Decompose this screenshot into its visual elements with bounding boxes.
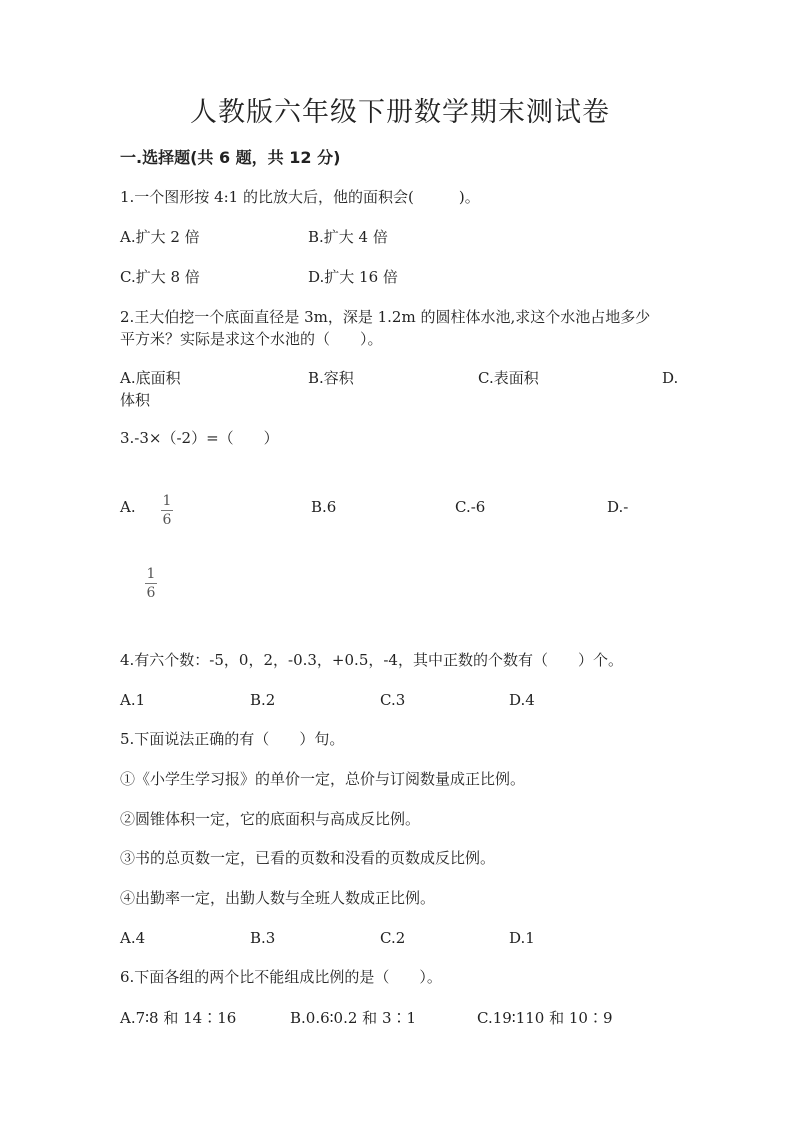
- question-5-option-d: D.1: [509, 929, 535, 947]
- question-1-option-b: B.扩大 4 倍: [308, 228, 388, 246]
- question-5-option-b: B.3: [250, 929, 276, 947]
- question-2-option-d-text: 体积: [120, 391, 151, 409]
- fraction-denominator: 6: [162, 512, 172, 528]
- question-5-statement-2: ②圆锥体积一定，它的底面积与高成反比例。: [120, 810, 421, 828]
- question-2-option-b: B.容积: [308, 369, 354, 387]
- question-4-option-a: A.1: [120, 691, 146, 709]
- question-6-option-b: B.0.6∶0.2 和 3∶1: [290, 1009, 417, 1027]
- question-4-option-d: D.4: [509, 691, 535, 709]
- question-4-option-c: C.3: [380, 691, 406, 709]
- question-3-stem: 3.-3×（-2）=（ ）: [120, 429, 279, 447]
- question-6-stem: 6.下面各组的两个比不能组成比例的是（ ）。: [120, 968, 442, 986]
- question-5-option-c: C.2: [380, 929, 406, 947]
- question-2-stem-line-2: 平方米？实际是求这个水池的（ ）。: [120, 330, 383, 348]
- section-heading: 一.选择题(共 6 题，共 12 分): [120, 148, 341, 167]
- question-1-option-c: C.扩大 8 倍: [120, 268, 200, 286]
- question-2-option-d: D.: [662, 369, 679, 387]
- question-4-option-b: B.2: [250, 691, 276, 709]
- question-3-option-d-label: D.-: [607, 498, 629, 516]
- question-3-option-c: C.-6: [455, 498, 486, 516]
- fraction-bar: [161, 510, 173, 511]
- question-3-option-d-fraction: [143, 567, 159, 600]
- fraction-numerator: 1: [146, 566, 156, 582]
- question-6-option-a: A.7∶8 和 14∶16: [120, 1009, 237, 1027]
- question-2-option-c: C.表面积: [478, 369, 539, 387]
- question-1-option-d: D.扩大 16 倍: [308, 268, 398, 286]
- question-3-option-a-fraction: [159, 494, 175, 527]
- question-6-option-c: C.19∶110 和 10∶9: [477, 1009, 613, 1027]
- question-5-statement-4: ④出勤率一定，出勤人数与全班人数成正比例。: [120, 889, 436, 907]
- question-3-option-a-label: A.: [120, 498, 136, 516]
- question-1-stem: 1.一个图形按 4:1 的比放大后，他的面积会( )。: [120, 188, 480, 206]
- question-1-option-a: A.扩大 2 倍: [120, 228, 200, 246]
- page-title: 人教版六年级下册数学期末测试卷: [190, 97, 610, 128]
- question-5-option-a: A.4: [120, 929, 146, 947]
- question-3-option-b: B.6: [311, 498, 337, 516]
- question-5-statement-1: ①《小学生学习报》的单价一定，总价与订阅数量成正比例。: [120, 770, 526, 788]
- question-4-stem: 4.有六个数：-5，0，2，-0.3，+0.5，-4，其中正数的个数有（ ）个。: [120, 651, 623, 669]
- question-5-stem: 5.下面说法正确的有（ ）句。: [120, 730, 345, 748]
- fraction-numerator: 1: [162, 493, 172, 509]
- question-2-option-a: A.底面积: [120, 369, 181, 387]
- fraction-denominator: 6: [146, 585, 156, 601]
- question-5-statement-3: ③书的总页数一定，已看的页数和没看的页数成反比例。: [120, 849, 496, 867]
- question-2-stem-line-1: 2.王大伯挖一个底面直径是 3m，深是 1.2m 的圆柱体水池,求这个水池占地多少: [120, 308, 651, 326]
- fraction-bar: [145, 583, 157, 584]
